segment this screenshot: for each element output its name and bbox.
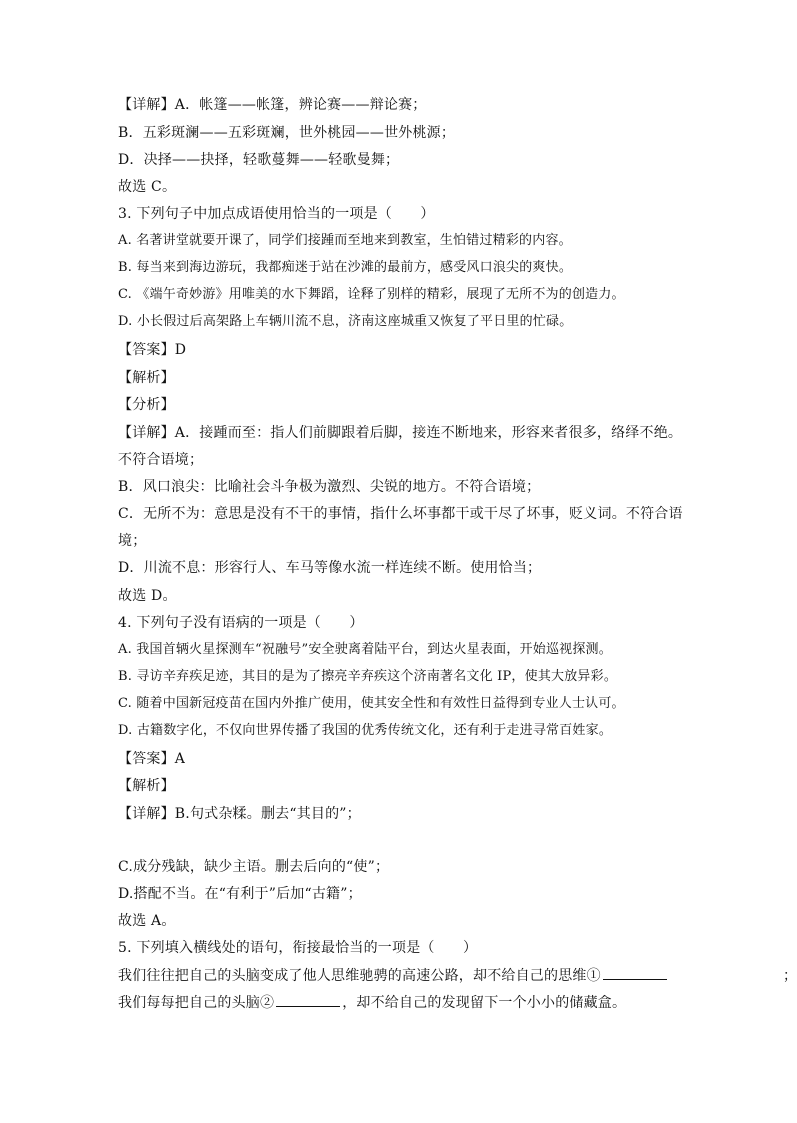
text-line: B．五彩斑澜——五彩斑斓，世外桃园——世外桃源； — [118, 125, 456, 141]
option-c: C. 《端午奇妙游》用唯美的水下舞蹈，诠释了别样的精彩，展现了无所不为的创造力。 — [118, 287, 625, 302]
passage-line-2 — [118, 994, 698, 1012]
option-a: A. 名著讲堂就要开课了，同学们接踵而至地来到教室，生怕错过精彩的内容。 — [118, 233, 572, 248]
text-line: 境； — [118, 533, 147, 549]
passage-punct: ； — [783, 968, 797, 984]
answer-label: 【答案】A — [118, 751, 186, 767]
passage-line-1 — [118, 967, 797, 985]
passage-text: 我们往往把自己的头脑变成了他人思维驰骋的高速公路，却不给自己的思维① — [118, 968, 601, 984]
text-line: 【详解】A．接踵而至：指人们前脚跟着后脚，接连不断地来，形容来者很多，络绎不绝。 — [118, 425, 683, 441]
option-c: C. 随着中国新冠疫苗在国内外推广使用，使其安全性和有效性日益得到专业人士认可。 — [118, 696, 625, 711]
text-line: 故选 C。 — [118, 179, 177, 195]
option-d: D. 小长假过后高架路上车辆川流不息，济南这座城重又恢复了平日里的忙碌。 — [118, 314, 573, 329]
text-line: D.搭配不当。在“有利于”后加“古籍”； — [118, 886, 362, 902]
question-title: 5. 下列填入横线处的语句，衔接最恰当的一项是（ ） — [118, 940, 478, 956]
passage-text: 我们每每把自己的头脑② — [118, 995, 275, 1011]
passage-text: ，却不给自己的发现留下一个小小的储藏盒。 — [342, 995, 627, 1011]
text-line: 故选 D。 — [118, 588, 177, 604]
text-line: 【详解】A．帐篷——帐篷，辨论赛——辩论赛； — [118, 97, 427, 113]
option-a: A. 我国首辆火星探测车“祝融号”安全驶离着陆平台，到达火星表面，开始巡视探测。 — [118, 642, 612, 657]
analysis-label: 【解析】 — [118, 370, 175, 386]
text-line: D．决择——抉择，轻歌蔓舞——轻歌曼舞； — [118, 152, 400, 168]
answer-label: 【答案】D — [118, 342, 187, 358]
option-b: B. 每当来到海边游玩，我都痴迷于站在沙滩的最前方，感受风口浪尖的爽快。 — [118, 260, 573, 275]
fill-blank-1 — [603, 967, 667, 980]
analysis-sub-label: 【分析】 — [118, 397, 175, 413]
text-line: C．无所不为：意思是没有不干的事情，指什么坏事都干或干尽了坏事，贬义词。不符合语 — [118, 506, 683, 522]
text-line: 不符合语境； — [118, 452, 204, 468]
text-line: 【详解】B.句式杂糅。删去“其目的”； — [118, 806, 361, 822]
question-title: 3. 下列句子中加点成语使用恰当的一项是（ ） — [118, 206, 435, 222]
option-d: D. 古籍数字化，不仅向世界传播了我国的优秀传统文化，还有利于走进寻常百姓家。 — [118, 723, 613, 738]
text-line: 故选 A。 — [118, 913, 176, 929]
text-line: B．风口浪尖：比喻社会斗争极为激烈、尖锐的地方。不符合语境； — [118, 479, 541, 495]
option-b: B. 寻访辛弃疾足迹，其目的是为了擦亮辛弃疾这个济南著名文化 IP，使其大放异彩。 — [118, 669, 618, 684]
text-line: C.成分残缺，缺少主语。删去后向的“使”； — [118, 859, 390, 875]
analysis-label: 【解析】 — [118, 778, 175, 794]
fill-blank-2 — [276, 994, 340, 1007]
text-line: D．川流不息：形容行人、车马等像水流一样连续不断。使用恰当； — [118, 560, 542, 576]
question-title: 4. 下列句子没有语病的一项是（ ） — [118, 615, 364, 631]
